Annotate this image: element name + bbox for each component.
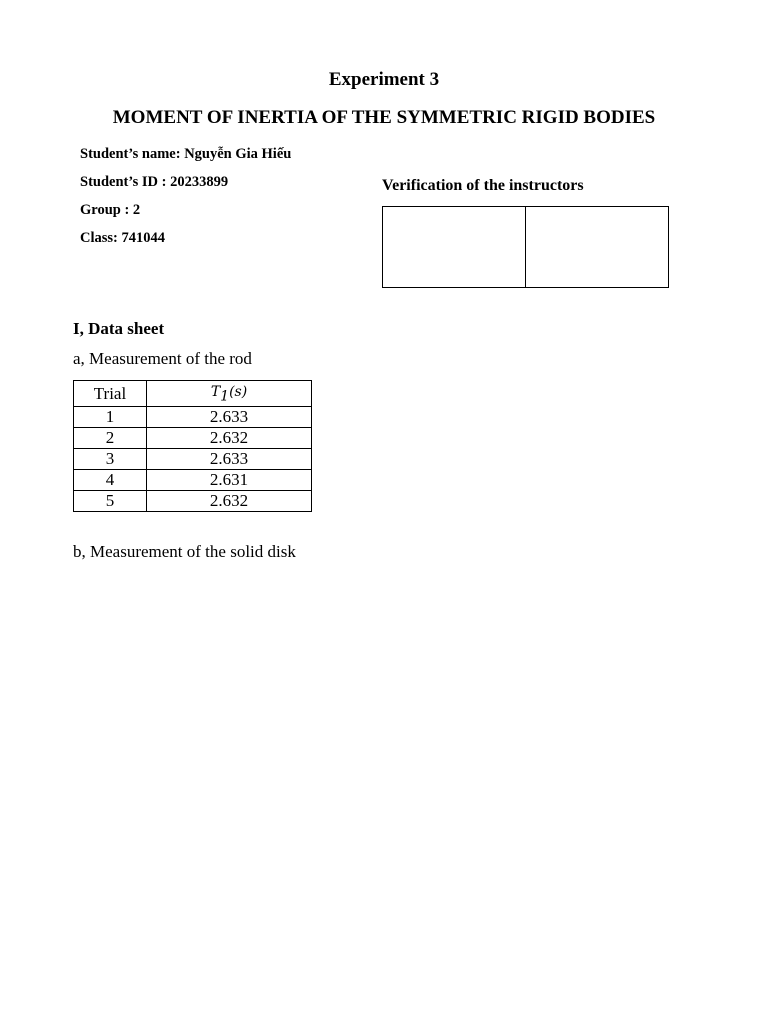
period-cell: 2.633 xyxy=(147,407,312,428)
rod-measurement-heading: a, Measurement of the rod xyxy=(73,349,252,368)
period-cell: 2.632 xyxy=(147,428,312,449)
period-cell: 2.631 xyxy=(147,470,312,491)
period-subscript: 1 xyxy=(220,388,230,405)
period-unit: (s) xyxy=(229,384,248,400)
verification-label: Verification of the instructors xyxy=(382,177,584,194)
student-name: Student’s name: Nguyễn Gia Hiếu xyxy=(80,146,292,162)
trial-cell: 4 xyxy=(74,470,147,491)
experiment-number: Experiment 3 xyxy=(328,69,440,90)
student-class: Class: 741044 xyxy=(80,230,165,246)
verification-cell-left xyxy=(383,207,525,287)
disk-measurement-heading: b, Measurement of the solid disk xyxy=(73,542,296,561)
table-row xyxy=(74,491,312,512)
rod-measurement-table xyxy=(73,380,312,512)
period-cell: 2.632 xyxy=(147,491,312,512)
table-row xyxy=(74,470,312,491)
table-row xyxy=(74,407,312,428)
period-cell: 2.633 xyxy=(147,449,312,470)
verification-cell-right xyxy=(525,207,668,287)
period-column-header xyxy=(147,381,312,407)
data-sheet-heading: I, Data sheet xyxy=(73,319,165,338)
student-group: Group : 2 xyxy=(80,202,141,218)
trial-cell: 3 xyxy=(74,449,147,470)
document-title: MOMENT OF INERTIA OF THE SYMMETRIC RIGID BODIES xyxy=(112,107,656,128)
student-id: Student’s ID : 20233899 xyxy=(80,174,229,190)
table-row xyxy=(74,428,312,449)
trial-cell: 5 xyxy=(74,491,147,512)
trial-cell: 2 xyxy=(74,428,147,449)
table-row xyxy=(74,449,312,470)
trial-cell: 1 xyxy=(74,407,147,428)
trial-column-header: Trial xyxy=(74,381,147,407)
verification-box xyxy=(382,206,669,288)
table-header-row xyxy=(74,381,312,407)
period-symbol: T xyxy=(210,384,221,400)
